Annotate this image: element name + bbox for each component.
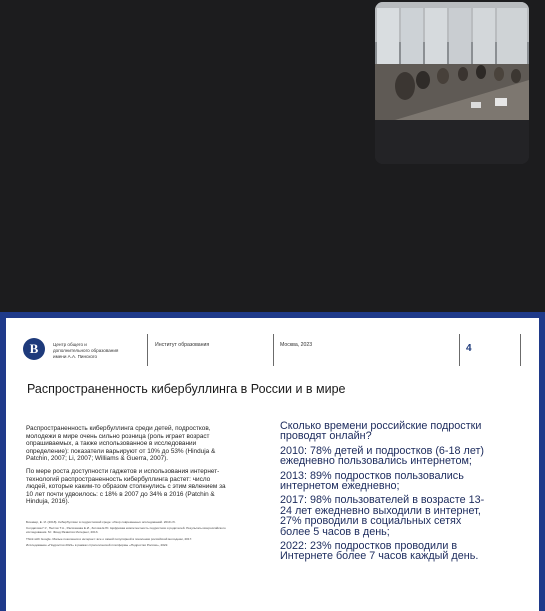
shared-screen-stage: [0, 312, 545, 611]
reference-item: Think with Google. Малые поколения и интернет: все о самой популярной в поколении российской молодежи, 2017.: [26, 536, 193, 541]
right-column: [280, 421, 530, 566]
right-question: Сколько времени российские подростки проводят онлайн?: [280, 420, 482, 443]
stat-line: 2017: 98% пользователей в возрасте 13-: [280, 494, 485, 507]
stat-line: интернетом ежедневно;: [280, 480, 400, 493]
org-line: дополнительного образования: [53, 348, 119, 353]
reference-item: Солдатова Г.У., Нестик Т.А., Рассказова Е.И., Зотова Е.Ю. Цифровая компетентность подростков и родителей. Результаты всероссийского исследования. М.: Фонд Развития Интернет, 2013.: [26, 526, 226, 535]
slide-header: [6, 332, 539, 372]
stat-line: более 5 часов в день;: [280, 525, 390, 538]
left-paragraph: Распространенность кибербуллинга среди детей, подростков, молодежи в мире очень сильно розница (роль играет возраст опрашиваемых, а также использованное в исследовании определение): показатели варьируют от 10% до 53% (Hinduja & Patchin, 2007; Li, 2007; Williams & Guerra, 2007).: [26, 425, 216, 463]
stat-line: 2022: 23% подростков проводили в: [280, 540, 458, 553]
participant-video-frame: [375, 2, 529, 120]
reference-item: Бочавер, Е. И. (2018). Кибербуллинг в подростковой среде: обзор современных исследований. 2019 сб.: [26, 519, 176, 524]
stat-line: 2013: 89% подростков пользовались: [280, 469, 464, 482]
stat-2013: [280, 471, 530, 492]
header-divider: [459, 334, 460, 366]
stat-2010: [280, 446, 530, 467]
organization-name: [53, 342, 143, 360]
left-paragraph: По мере роста доступности гаджетов и использования интернет-технологий распространенность кибербуллинга растет: число людей, которые каким-то образом столкнулись с этим явлением за 10 лет почти удвоилось: с 18% в 2007 до 34% в 2016 (Patchin & Hinduja, 2016).: [26, 467, 226, 506]
institute-name: Институт образования: [155, 342, 210, 348]
stat-line: 2010: 78% детей и подростков (6-18 лет): [280, 444, 485, 457]
header-divider: [520, 334, 521, 366]
left-column: [26, 425, 226, 550]
reference-item: Исследование «Подростки 2021» в рамках стратегической платформы «Подростки России», 2022.: [26, 543, 169, 548]
slide-page-number: 4: [466, 343, 472, 354]
org-line: Центр общего и: [53, 342, 87, 347]
stat-line: 27% проводили в социальных сетях: [280, 515, 462, 528]
participant-video-tile[interactable]: [375, 2, 529, 164]
participant-video-footer: [375, 120, 529, 164]
stat-2022: [280, 541, 530, 562]
slide-title: Распространенность кибербуллинга в России и в мире: [27, 382, 346, 396]
header-divider: [273, 334, 274, 366]
university-logo-icon: В: [23, 338, 45, 360]
stat-line: ежедневно пользовались интернетом;: [280, 455, 472, 468]
stat-line: 24 лет ежедневно выходили в интернет,: [280, 504, 481, 517]
org-line: имени А.А. Пинского: [53, 354, 98, 359]
stat-2017: [280, 495, 530, 537]
references-list: [26, 520, 226, 548]
place-year: Москва, 2023: [280, 342, 313, 348]
stat-line: Интернете более 7 часов каждый день.: [280, 550, 479, 563]
header-divider: [147, 334, 148, 366]
presentation-slide: [6, 318, 539, 611]
